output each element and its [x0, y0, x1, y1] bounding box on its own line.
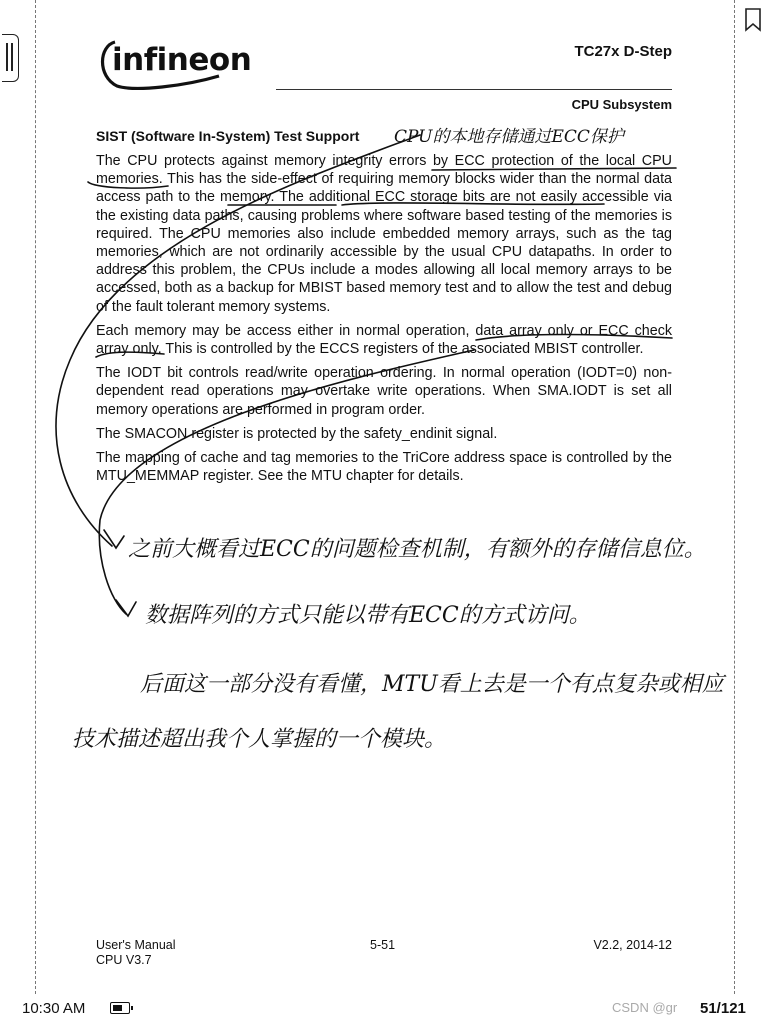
handwritten-note-4: 技术描述超出我个人掌握的一个模块。	[72, 727, 447, 752]
paragraph-5: The mapping of cache and tag memories to the TriCore address space is controlled by the MTU_MEMMAP register. See the MTU chapter for details.	[96, 450, 672, 485]
bookmark-icon[interactable]	[744, 8, 762, 32]
body-text	[96, 152, 672, 491]
handwritten-note-2: 数据阵列的方式只能以带有ECC的方式访问。	[145, 603, 591, 628]
handwritten-note-top: CPU的本地存储通过ECC保护	[394, 127, 624, 147]
left-margin-line	[35, 0, 36, 994]
footer-page-number: 5-51	[370, 938, 396, 952]
paragraph-2: Each memory may be access either in normal operation, data array only or ECC check array only. This is controlled by the ECCS registers of the associated MBIST controller.	[96, 322, 672, 358]
sub-heading: SIST (Software In-System) Test Support	[96, 128, 360, 144]
right-margin-line	[734, 0, 735, 994]
logo-text: infineon	[112, 42, 252, 78]
handwritten-note-1: 之前大概看过ECC的问题检查机制，有额外的存储信息位。	[128, 537, 706, 562]
header-divider	[276, 89, 672, 90]
page-indicator[interactable]: 51/121	[700, 1000, 746, 1017]
battery-icon	[110, 1002, 130, 1014]
paragraph-4: The SMACON register is protected by the safety_endinit signal.	[96, 425, 498, 442]
doc-title: TC27x D-Step	[574, 43, 672, 60]
watermark: CSDN @gr	[612, 1000, 678, 1015]
footer-version: CPU V3.7	[96, 953, 152, 967]
section-title: CPU Subsystem	[571, 97, 672, 112]
footer-manual: User's Manual	[96, 938, 176, 952]
footer-left	[96, 938, 176, 968]
paragraph-1: The CPU protects against memory integrity errors by ECC protection of the local CPU memories. This has the side-effect of requiring memory blocks wider than the normal data access path to the memory. The additional ECC storage bits are not easily accessible via the existing data paths, causing problems where software based testing of the memories is required. The CPU memories also include embedded memory arrays, such as the tag memories, which are not ordinarily accessible by the usual CPU datapaths. In order to address this problem, the CPUs include a modes allowing all local memory arrays to be accessed, both as a backup for MBIST based memory test and to allow the test and debug of the fault tolerant memory systems.	[96, 153, 672, 315]
handwritten-note-3: 后面这一部分没有看懂，MTU看上去是一个有点复杂或相应	[140, 672, 724, 697]
footer-revision: V2.2, 2014-12	[593, 938, 672, 952]
paragraph-3: The IODT bit controls read/write operation ordering. In normal operation (IODT=0) non-dependent read operations may overtake write operations. When SMA.IODT is set all memory operations are performed in program order.	[96, 365, 672, 418]
status-time: 10:30 AM	[22, 1000, 86, 1017]
side-menu-handle-icon[interactable]	[2, 34, 19, 82]
